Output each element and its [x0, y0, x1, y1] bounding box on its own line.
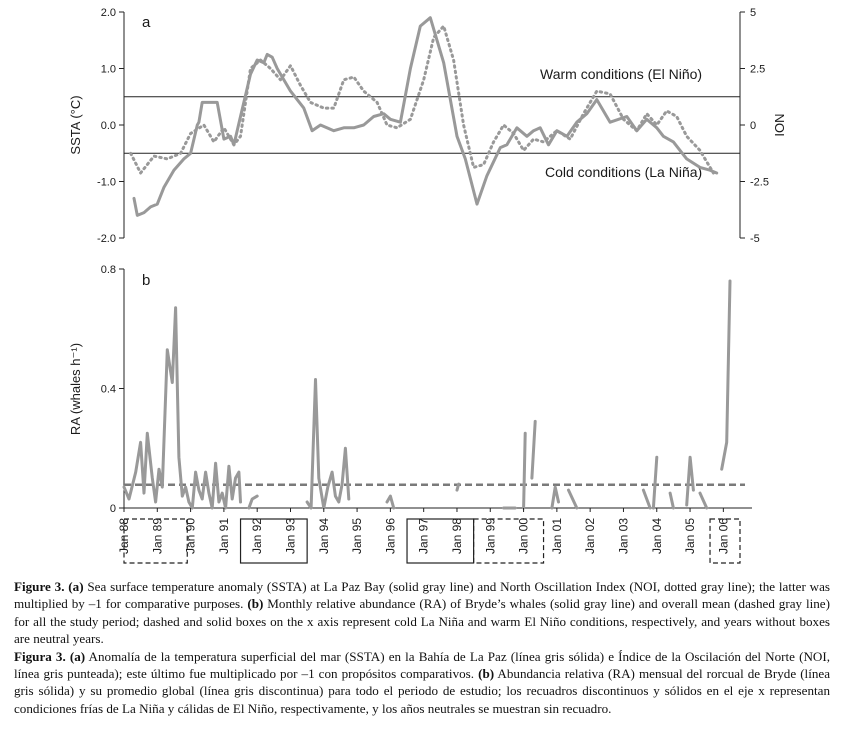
time-tick-label: Jan 04 — [649, 518, 664, 555]
caption-es-a-text: Anomalía de la temperatura superficial del mar (SSTA) en la Bahía de La Paz (línea gris sólida) e Índice de la Oscilación del Norte (NOI, línea gris punteada); este último fue multiplicado por –1 con propósitos comparativos. — [14, 648, 831, 682]
panel-b — [68, 264, 752, 563]
ssta-axis-title: SSTA (°C) — [68, 95, 83, 155]
ra-tick-label: 0.4 — [100, 383, 116, 396]
ra-series-segment — [569, 490, 577, 508]
ssta-tick-label: -2.0 — [97, 233, 116, 245]
time-tick-label: Jan 01 — [549, 518, 564, 555]
panel-b-label: b — [142, 272, 151, 289]
time-tick-label: Jan 06 — [716, 518, 731, 555]
ra-series-segment — [249, 496, 257, 508]
caption-en-b-label: (b) — [247, 596, 264, 612]
ssta-tick-label: 2.0 — [100, 7, 116, 19]
cold-conditions-label: Cold conditions (La Niña) — [545, 164, 703, 180]
ssta-tick-label: 0.0 — [100, 120, 116, 132]
panel-a — [68, 7, 787, 245]
ra-series-segment — [457, 484, 459, 490]
panel-a-label: a — [142, 14, 151, 31]
time-tick-label: Jan 97 — [416, 518, 431, 555]
time-tick-label: Jan 93 — [283, 518, 298, 555]
ra-tick-label: 0.8 — [100, 264, 116, 276]
time-tick-label: Jan 92 — [250, 518, 265, 555]
time-tick-label: Jan 03 — [616, 518, 631, 555]
time-tick-label: Jan 00 — [516, 518, 531, 555]
time-tick-label: Jan 02 — [583, 518, 598, 555]
ra-series-segment — [387, 496, 394, 508]
ra-series-segment — [124, 308, 241, 508]
ssta-tick-label: -1.0 — [97, 176, 116, 189]
caption-es-b-label: (b) — [478, 666, 495, 682]
ra-series-segment — [532, 421, 535, 478]
caption-es-label: Figura 3. — [14, 648, 66, 664]
time-tick-label: Jan 94 — [316, 518, 331, 555]
noi-tick-label: 0 — [750, 120, 757, 132]
time-tick-label: Jan 95 — [350, 518, 365, 555]
time-tick-label: Jan 98 — [449, 518, 464, 555]
time-tick-label: Jan 90 — [183, 518, 198, 555]
ra-series-segment — [653, 457, 656, 508]
caption-en-b-text: Monthly relative abundance (RA) of Bryde’s whales (solid gray line) and overall mean (dashed gray line) for all the study period; dashed and solid boxes on the x axis represent cold La Niña and warm El Niño conditions, respectively, and years without boxes are neutral years. — [14, 596, 830, 647]
caption-es-b-text: Abundancia relativa (RA) mensual del rorcual de Bryde (línea gris sólida) y su promedio global (línea gris discontinua) para todo el periodo de estudio; los recuadros discontinuos y sólidos en el eje x representan condiciones frías de La Niña y cálidas de El Niño, respectivamente, y los años neutrales se muestran sin recuadro. — [14, 666, 831, 716]
ssta-tick-label: 1.0 — [100, 63, 116, 76]
time-tick-label: Jan 89 — [150, 518, 165, 555]
time-tick-label: Jan 91 — [216, 518, 231, 555]
time-tick-label: Jan 99 — [483, 518, 498, 555]
ra-series-segment — [670, 493, 673, 508]
ra-series-segment — [700, 493, 707, 508]
ssta-series-line — [134, 18, 717, 216]
noi-tick-label: 2.5 — [750, 63, 766, 76]
caption-en-label: Figure 3. — [14, 579, 65, 594]
ra-tick-label: 0 — [109, 503, 116, 515]
noi-tick-label: -2.5 — [750, 176, 769, 189]
time-tick-label: Jan 88 — [117, 518, 131, 555]
ra-series-segment — [643, 490, 650, 508]
warm-conditions-label: Warm conditions (El Niño) — [540, 66, 703, 82]
noi-series-line — [131, 26, 714, 173]
caption-spanish — [14, 648, 830, 718]
caption-en-a-label: (a) — [68, 579, 84, 594]
ra-series-segment — [722, 281, 730, 469]
noi-tick-label: -5 — [750, 233, 760, 245]
ra-series-segment — [307, 380, 349, 509]
caption-es-a-label: (a) — [69, 648, 86, 664]
ra-series-segment — [552, 487, 559, 508]
time-tick-label: Jan 96 — [383, 518, 398, 555]
ra-series-segment — [687, 457, 694, 505]
noi-axis-title: NOI — [772, 113, 787, 137]
noi-tick-label: 5 — [750, 7, 757, 19]
time-tick-label: Jan 05 — [683, 518, 698, 555]
ra-axis-title: RA (whales h⁻¹) — [68, 342, 83, 436]
caption-english — [14, 578, 830, 648]
caption-en-a-text: Sea surface temperature anomaly (SSTA) at La Paz Bay (solid gray line) and North Oscillation Index (NOI, dotted gray line); the latter was multiplied by –1 for comparative purposes. — [14, 579, 830, 612]
ra-series-segment — [524, 433, 526, 508]
figure-caption — [14, 578, 830, 717]
